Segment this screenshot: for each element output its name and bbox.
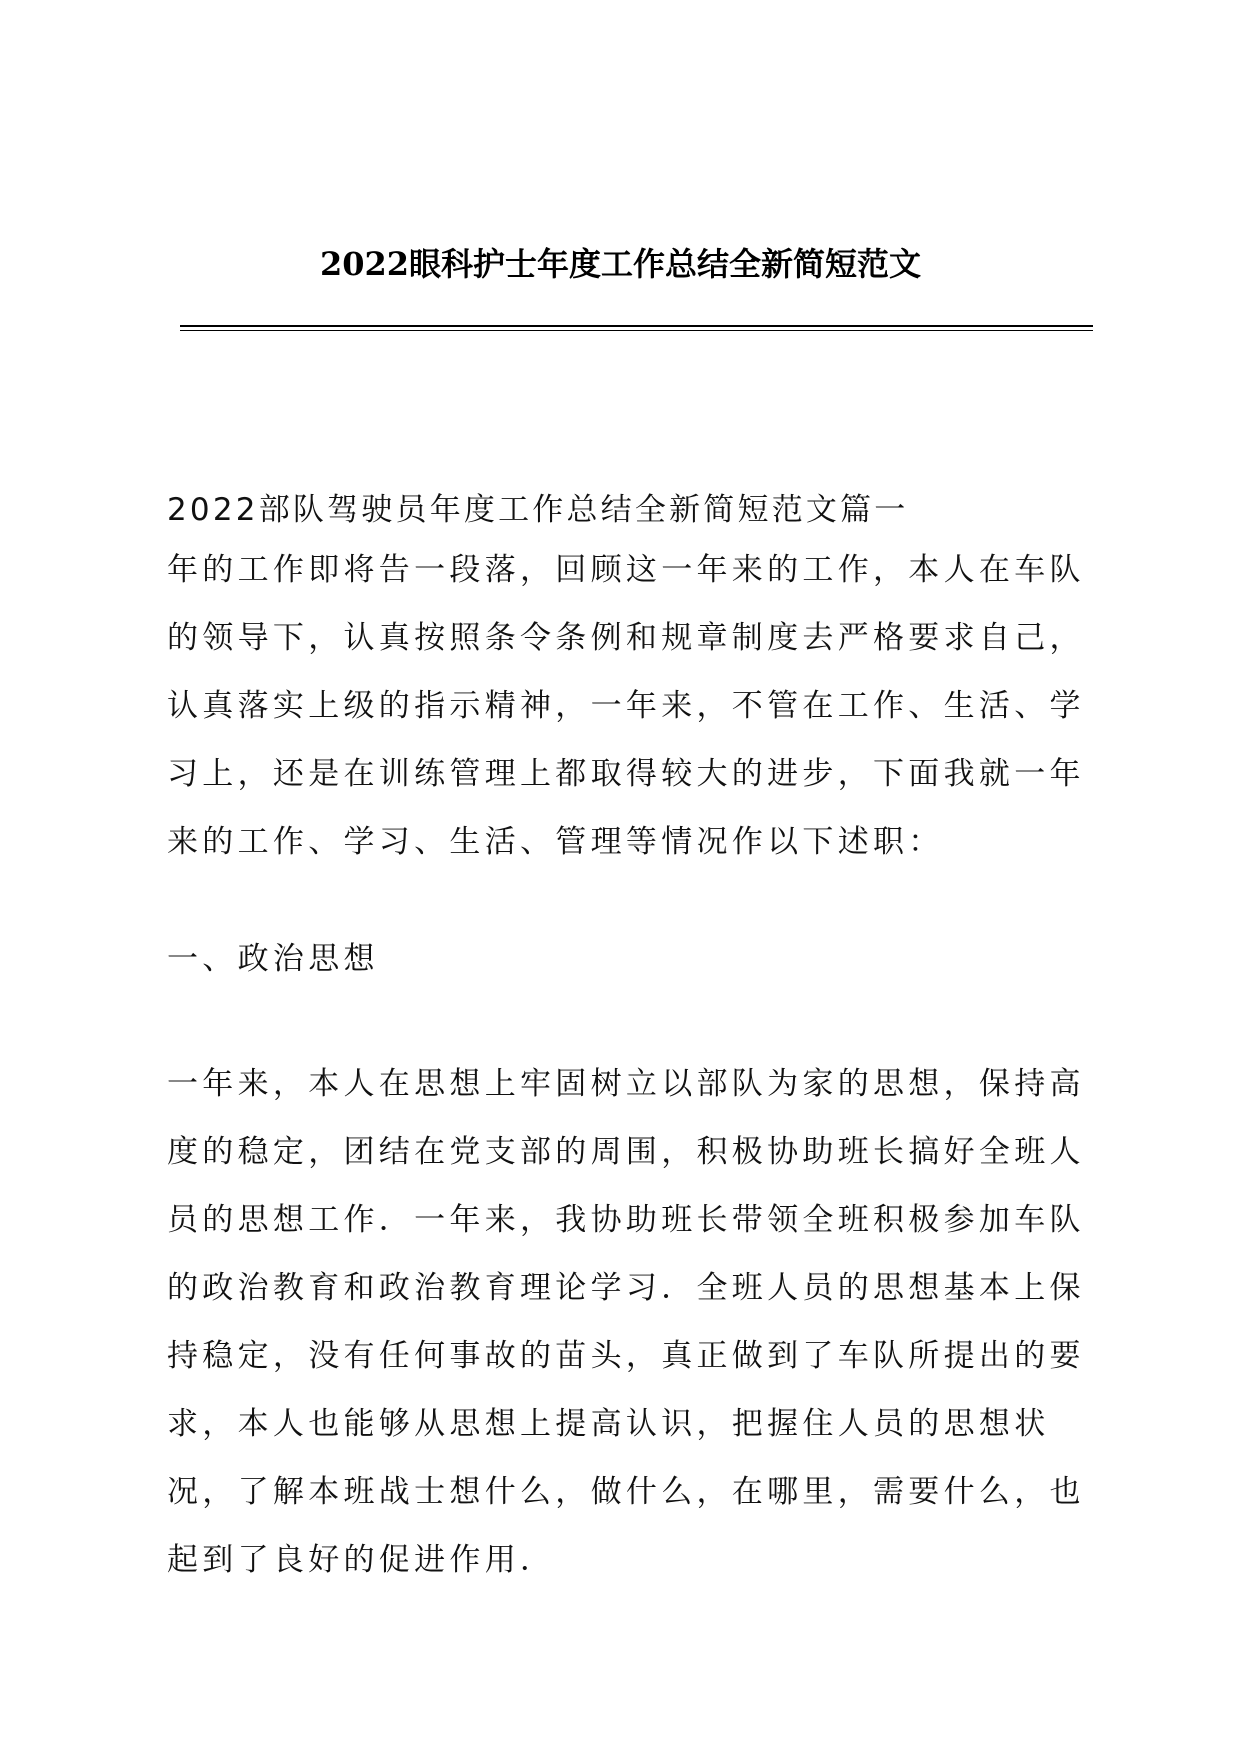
section-paragraph: 一年来，本人在思想上牢固树立以部队为家的思想，保持高度的稳定，团结在党支部的周围，积极协助班长搞好全班人员的思想工作．一年来，我协助班长带领全班积极参加车队的政治教育和政治教育理论学习．全班人员的思想基本上保持稳定，没有任何事故的苗头，真正做到了车队所提出的要求，本人也能够从思想上提高认识，把握住人员的思想状况，了解本班战士想什么，做什么，在哪里，需要什么，也起到了良好的促进作用．: [167, 1066, 1085, 1578]
document-title: 2022眼科护士年度工作总结全新简短范文: [319, 245, 922, 283]
title-underline: [180, 325, 1093, 327]
intro-paragraph: 年的工作即将告一段落，回顾这一年来的工作，本人在车队的领导下，认真按照条令条例和规章制度去严格要求自己，认真落实上级的指示精神，一年来，不管在工作、生活、学习上，还是在训练管理上都取得较大的进步，下面我就一年来的工作、学习、生活、管理等情况作以下述职：: [167, 552, 1085, 860]
section-heading: 一、政治思想: [167, 941, 379, 977]
title-underline-thin: [180, 330, 1093, 331]
article-subtitle: 2022部队驾驶员年度工作总结全新简短范文篇一: [167, 492, 909, 528]
